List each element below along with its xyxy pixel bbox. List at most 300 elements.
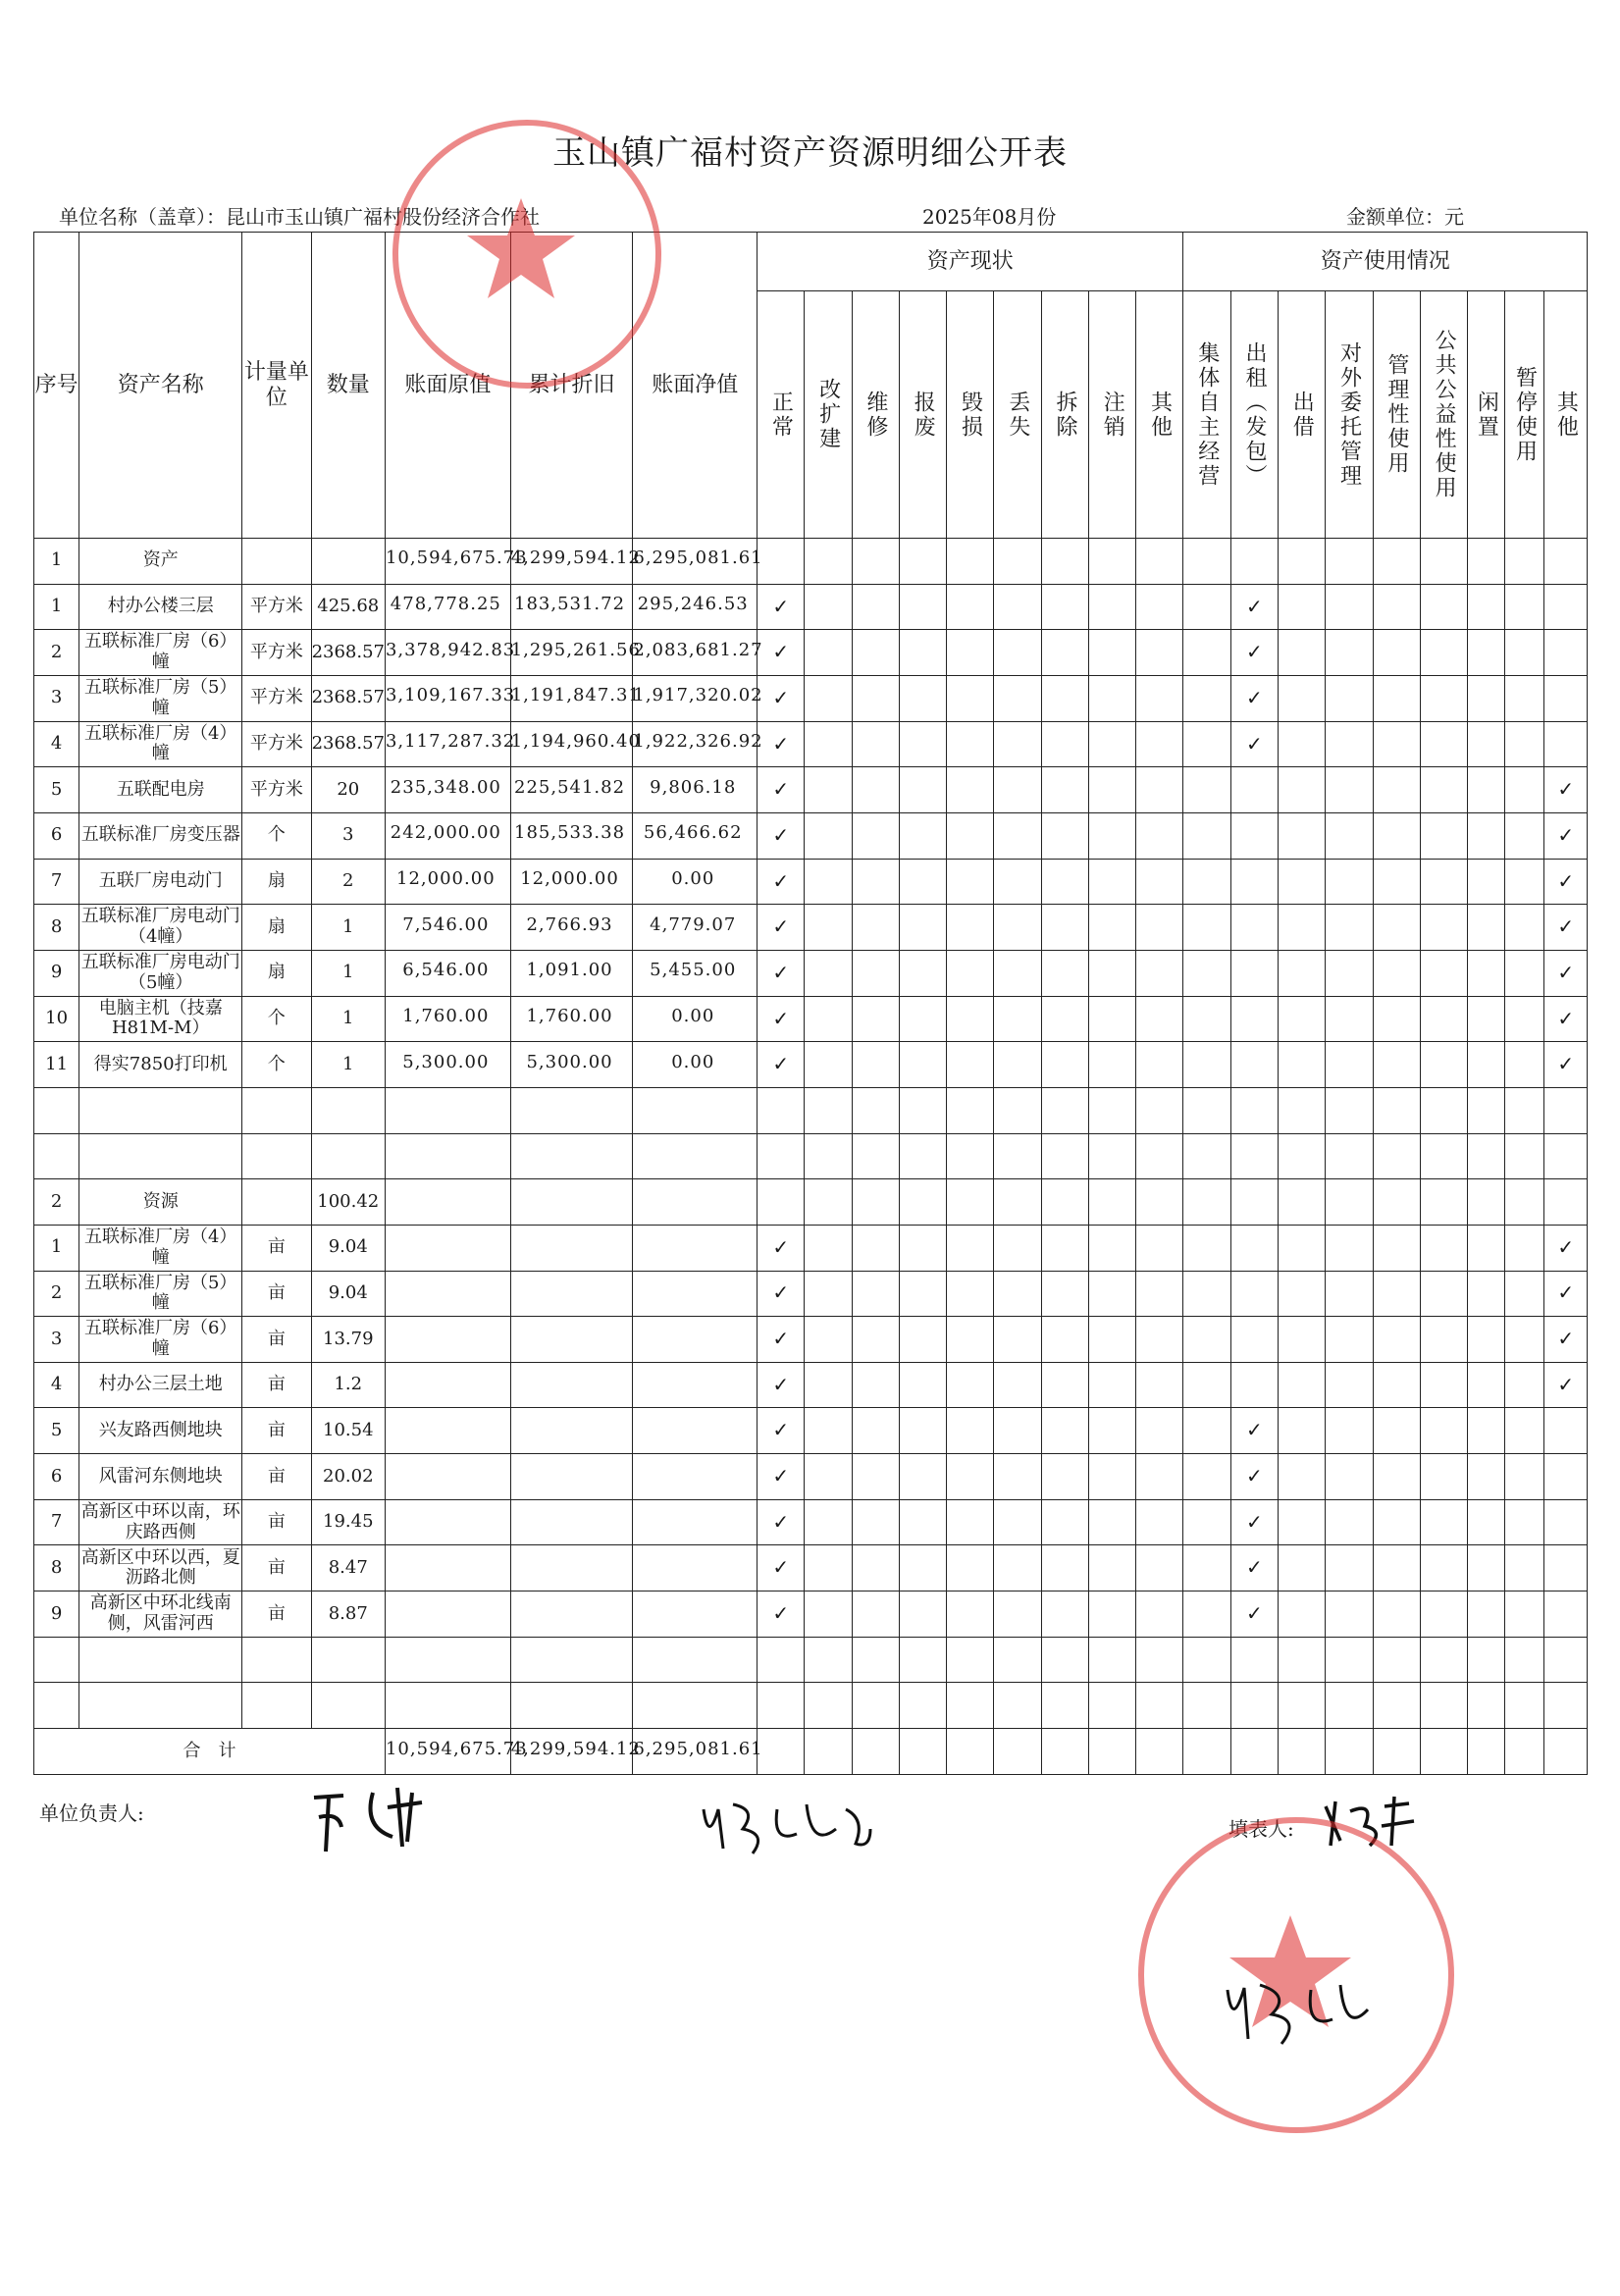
use-8-cell xyxy=(1544,1454,1588,1500)
cell-qty: 1 xyxy=(311,950,385,996)
status-0-cell xyxy=(758,675,805,721)
cell-name: 资源 xyxy=(79,1179,242,1226)
cell-qty: 20.02 xyxy=(311,1454,385,1500)
status-2-cell xyxy=(852,584,899,630)
use-5-cell xyxy=(1420,1683,1467,1729)
use-4-cell xyxy=(1373,630,1420,676)
table-row xyxy=(34,767,1588,813)
use-0-cell xyxy=(1183,767,1230,813)
status-5-cell xyxy=(994,675,1041,721)
use-1-cell xyxy=(1230,996,1278,1042)
use-2-cell xyxy=(1279,721,1326,767)
use-2-cell xyxy=(1279,1408,1326,1454)
check-mark-icon: ✓ xyxy=(1557,914,1575,939)
use-6-cell xyxy=(1468,905,1505,951)
header-net: 账面净值 xyxy=(633,233,758,539)
use-0-cell xyxy=(1183,1499,1230,1545)
cell-orig: 3,117,287.32 xyxy=(385,721,510,767)
status-1-cell xyxy=(805,1225,852,1271)
use-8-cell xyxy=(1544,812,1588,859)
use-6-cell xyxy=(1468,584,1505,630)
cell-orig xyxy=(385,1637,510,1683)
check-mark-icon: ✓ xyxy=(1245,1601,1263,1626)
cell-unit: 亩 xyxy=(242,1592,311,1638)
use-0-cell xyxy=(1183,905,1230,951)
status-3-cell xyxy=(899,1637,946,1683)
cell-orig xyxy=(385,1271,510,1317)
status-2-cell xyxy=(852,950,899,996)
use-4-cell xyxy=(1373,721,1420,767)
use-5-cell xyxy=(1420,996,1467,1042)
use-7-cell xyxy=(1505,1637,1544,1683)
page-title: 玉山镇广福村资产资源明细公开表 xyxy=(552,133,1068,173)
use-0-cell xyxy=(1183,996,1230,1042)
status-4-cell xyxy=(947,1179,994,1226)
use-2-cell xyxy=(1279,1362,1326,1408)
cell-unit: 平方米 xyxy=(242,721,311,767)
header-name: 资产名称 xyxy=(79,233,242,539)
use-0-cell xyxy=(1183,1545,1230,1592)
cell-depr xyxy=(510,1087,633,1133)
use-0-cell xyxy=(1183,1225,1230,1271)
cell-depr: 5,300.00 xyxy=(510,1042,633,1088)
status-3-cell xyxy=(899,1179,946,1226)
cell-orig xyxy=(385,1179,510,1226)
total-empty-cell xyxy=(1544,1729,1588,1775)
check-mark-icon: ✓ xyxy=(1557,777,1575,802)
status-2-cell xyxy=(852,1408,899,1454)
status-2-cell xyxy=(852,1454,899,1500)
cell-orig xyxy=(385,1408,510,1454)
status-7-cell xyxy=(1088,1179,1135,1226)
cell-unit: 扇 xyxy=(242,859,311,905)
table-row xyxy=(34,675,1588,721)
use-4-cell xyxy=(1373,812,1420,859)
status-4-cell xyxy=(947,950,994,996)
use-3-cell xyxy=(1326,1499,1373,1545)
use-3-cell xyxy=(1326,1042,1373,1088)
table-row xyxy=(34,812,1588,859)
use-0-cell xyxy=(1183,950,1230,996)
status-8-cell xyxy=(1136,1225,1183,1271)
use-3-cell xyxy=(1326,1545,1373,1592)
cell-net xyxy=(633,1133,758,1179)
use-8-cell xyxy=(1544,1133,1588,1179)
use-6-cell xyxy=(1468,950,1505,996)
cell-orig xyxy=(385,1317,510,1363)
status-8-cell xyxy=(1136,1317,1183,1363)
use-8-cell xyxy=(1544,1179,1588,1226)
cell-net: 295,246.53 xyxy=(633,584,758,630)
use-8-cell xyxy=(1544,950,1588,996)
cell-depr xyxy=(510,1637,633,1683)
status-1-cell xyxy=(805,1683,852,1729)
cell-unit: 亩 xyxy=(242,1362,311,1408)
status-3-cell xyxy=(899,584,946,630)
cell-unit: 个 xyxy=(242,812,311,859)
use-7-cell xyxy=(1505,1545,1544,1592)
cell-orig xyxy=(385,1545,510,1592)
cell-depr xyxy=(510,1683,633,1729)
table-row xyxy=(34,721,1588,767)
cell-seq: 2 xyxy=(34,1179,79,1226)
status-1-cell xyxy=(805,1271,852,1317)
cell-seq: 7 xyxy=(34,859,79,905)
status-4-cell xyxy=(947,1133,994,1179)
status-5-cell xyxy=(994,1133,1041,1179)
use-6-cell xyxy=(1468,1271,1505,1317)
check-mark-icon: ✓ xyxy=(772,1052,790,1076)
header-status-group: 资产现状 xyxy=(758,233,1183,291)
status-2-cell xyxy=(852,1545,899,1592)
use-2-cell xyxy=(1279,1317,1326,1363)
status-5-cell xyxy=(994,996,1041,1042)
use-8-cell xyxy=(1544,1592,1588,1638)
seal-signature xyxy=(1223,1970,1370,2059)
use-6-cell xyxy=(1468,996,1505,1042)
check-mark-icon: ✓ xyxy=(772,960,790,984)
cell-qty xyxy=(311,1133,385,1179)
use-7-cell xyxy=(1505,1133,1544,1179)
use-0-cell xyxy=(1183,1637,1230,1683)
cell-qty xyxy=(311,1637,385,1683)
cell-orig: 6,546.00 xyxy=(385,950,510,996)
status-6-cell xyxy=(1041,1133,1088,1179)
use-6-cell xyxy=(1468,859,1505,905)
status-3-cell xyxy=(899,1225,946,1271)
total-empty-cell xyxy=(994,1729,1041,1775)
use-7-cell xyxy=(1505,1179,1544,1226)
use-0-cell xyxy=(1183,1454,1230,1500)
status-6-cell xyxy=(1041,1179,1088,1226)
use-5-cell xyxy=(1420,767,1467,813)
table-row xyxy=(34,1454,1588,1500)
cell-orig: 478,778.25 xyxy=(385,584,510,630)
leader-signature xyxy=(304,1778,461,1866)
header-use-2: 出借 xyxy=(1279,291,1326,539)
use-7-cell xyxy=(1505,630,1544,676)
status-5-cell xyxy=(994,1592,1041,1638)
cell-unit: 亩 xyxy=(242,1317,311,1363)
header-use-8: 其他 xyxy=(1544,291,1588,539)
use-3-cell xyxy=(1326,1408,1373,1454)
total-empty-cell xyxy=(1373,1729,1420,1775)
status-8-cell xyxy=(1136,1637,1183,1683)
use-4-cell xyxy=(1373,767,1420,813)
use-5-cell xyxy=(1420,630,1467,676)
cell-name: 风雷河东侧地块 xyxy=(79,1454,242,1500)
cell-net: 9,806.18 xyxy=(633,767,758,813)
check-mark-icon: ✓ xyxy=(1557,1372,1575,1396)
status-0-cell xyxy=(758,630,805,676)
cell-name xyxy=(79,1637,242,1683)
use-0-cell xyxy=(1183,675,1230,721)
cell-qty: 100.42 xyxy=(311,1179,385,1226)
status-1-cell xyxy=(805,1179,852,1226)
status-0-cell xyxy=(758,950,805,996)
use-4-cell xyxy=(1373,539,1420,585)
cell-orig xyxy=(385,1683,510,1729)
header-use-0: 集体自主经营 xyxy=(1183,291,1230,539)
use-7-cell xyxy=(1505,1042,1544,1088)
use-1-cell xyxy=(1230,1683,1278,1729)
check-mark-icon: ✓ xyxy=(1557,868,1575,893)
status-3-cell xyxy=(899,1317,946,1363)
use-7-cell xyxy=(1505,1362,1544,1408)
check-mark-icon: ✓ xyxy=(1557,1006,1575,1030)
use-4-cell xyxy=(1373,1225,1420,1271)
use-7-cell xyxy=(1505,767,1544,813)
use-7-cell xyxy=(1505,859,1544,905)
use-3-cell xyxy=(1326,905,1373,951)
use-8-cell xyxy=(1544,721,1588,767)
use-7-cell xyxy=(1505,996,1544,1042)
cell-orig: 242,000.00 xyxy=(385,812,510,859)
use-4-cell xyxy=(1373,1317,1420,1363)
status-3-cell xyxy=(899,812,946,859)
status-6-cell xyxy=(1041,1408,1088,1454)
cell-unit: 平方米 xyxy=(242,767,311,813)
cell-unit: 扇 xyxy=(242,905,311,951)
use-6-cell xyxy=(1468,1454,1505,1500)
status-1-cell xyxy=(805,1087,852,1133)
status-0-cell xyxy=(758,1042,805,1088)
status-0-cell xyxy=(758,1499,805,1545)
status-2-cell xyxy=(852,539,899,585)
status-3-cell xyxy=(899,721,946,767)
use-3-cell xyxy=(1326,1637,1373,1683)
header-use-5: 公共公益性使用 xyxy=(1420,291,1467,539)
table-row xyxy=(34,1499,1588,1545)
check-mark-icon: ✓ xyxy=(772,685,790,709)
table-row xyxy=(34,1545,1588,1592)
cell-depr: 12,000.00 xyxy=(510,859,633,905)
check-mark-icon: ✓ xyxy=(1557,822,1575,847)
check-mark-icon: ✓ xyxy=(772,1006,790,1030)
table-row xyxy=(34,1317,1588,1363)
use-8-cell xyxy=(1544,1499,1588,1545)
use-3-cell xyxy=(1326,630,1373,676)
table-row xyxy=(34,1225,1588,1271)
use-8-cell xyxy=(1544,1637,1588,1683)
use-7-cell xyxy=(1505,721,1544,767)
use-7-cell xyxy=(1505,1271,1544,1317)
check-mark-icon: ✓ xyxy=(772,1509,790,1534)
cell-seq: 5 xyxy=(34,1408,79,1454)
header-status-2: 维修 xyxy=(852,291,899,539)
status-7-cell xyxy=(1088,996,1135,1042)
status-0-cell xyxy=(758,1545,805,1592)
status-8-cell xyxy=(1136,1133,1183,1179)
cell-unit: 平方米 xyxy=(242,630,311,676)
check-mark-icon: ✓ xyxy=(1245,731,1263,756)
status-0-cell xyxy=(758,1225,805,1271)
cell-qty: 8.87 xyxy=(311,1592,385,1638)
cell-net: 56,466.62 xyxy=(633,812,758,859)
use-0-cell xyxy=(1183,630,1230,676)
cell-unit: 亩 xyxy=(242,1454,311,1500)
use-5-cell xyxy=(1420,1637,1467,1683)
total-empty-cell xyxy=(947,1729,994,1775)
status-8-cell xyxy=(1136,1545,1183,1592)
cell-orig xyxy=(385,1454,510,1500)
status-1-cell xyxy=(805,1499,852,1545)
status-6-cell xyxy=(1041,1499,1088,1545)
header-use-3: 对外委托管理 xyxy=(1326,291,1373,539)
status-5-cell xyxy=(994,630,1041,676)
status-1-cell xyxy=(805,859,852,905)
status-0-cell xyxy=(758,1454,805,1500)
use-4-cell xyxy=(1373,1042,1420,1088)
cooperative-seal xyxy=(392,120,661,389)
cell-depr xyxy=(510,1133,633,1179)
status-1-cell xyxy=(805,1133,852,1179)
use-0-cell xyxy=(1183,1408,1230,1454)
status-6-cell xyxy=(1041,675,1088,721)
status-2-cell xyxy=(852,1133,899,1179)
use-0-cell xyxy=(1183,584,1230,630)
cell-net xyxy=(633,1408,758,1454)
use-3-cell xyxy=(1326,1271,1373,1317)
status-8-cell xyxy=(1136,812,1183,859)
status-2-cell xyxy=(852,996,899,1042)
use-6-cell xyxy=(1468,1317,1505,1363)
cell-depr: 2,766.93 xyxy=(510,905,633,951)
filler-label: 填表人: xyxy=(1228,1817,1294,1841)
status-6-cell xyxy=(1041,950,1088,996)
use-3-cell xyxy=(1326,1592,1373,1638)
use-5-cell xyxy=(1420,1592,1467,1638)
use-4-cell xyxy=(1373,1545,1420,1592)
header-seq: 序号 xyxy=(34,233,79,539)
total-empty-cell xyxy=(1420,1729,1467,1775)
use-4-cell xyxy=(1373,1499,1420,1545)
status-1-cell xyxy=(805,1545,852,1592)
status-7-cell xyxy=(1088,1592,1135,1638)
cell-seq: 8 xyxy=(34,1545,79,1592)
status-7-cell xyxy=(1088,721,1135,767)
cell-orig xyxy=(385,1225,510,1271)
use-5-cell xyxy=(1420,1225,1467,1271)
use-6-cell xyxy=(1468,539,1505,585)
status-1-cell xyxy=(805,812,852,859)
use-7-cell xyxy=(1505,1683,1544,1729)
cell-net: 1,922,326.92 xyxy=(633,721,758,767)
cell-unit: 平方米 xyxy=(242,675,311,721)
status-7-cell xyxy=(1088,1042,1135,1088)
status-2-cell xyxy=(852,1179,899,1226)
status-8-cell xyxy=(1136,1683,1183,1729)
cell-seq: 2 xyxy=(34,1271,79,1317)
cell-net: 5,455.00 xyxy=(633,950,758,996)
status-5-cell xyxy=(994,859,1041,905)
status-2-cell xyxy=(852,767,899,813)
use-2-cell xyxy=(1279,1179,1326,1226)
use-4-cell xyxy=(1373,905,1420,951)
cell-name: 村办公三层土地 xyxy=(79,1362,242,1408)
use-2-cell xyxy=(1279,1545,1326,1592)
status-7-cell xyxy=(1088,1454,1135,1500)
use-1-cell xyxy=(1230,1271,1278,1317)
use-1-cell xyxy=(1230,584,1278,630)
status-3-cell xyxy=(899,950,946,996)
status-5-cell xyxy=(994,1271,1041,1317)
status-7-cell xyxy=(1088,1545,1135,1592)
check-mark-icon: ✓ xyxy=(1557,960,1575,984)
status-7-cell xyxy=(1088,1683,1135,1729)
status-2-cell xyxy=(852,1637,899,1683)
use-1-cell xyxy=(1230,1545,1278,1592)
status-3-cell xyxy=(899,1683,946,1729)
status-7-cell xyxy=(1088,1133,1135,1179)
cell-depr xyxy=(510,1179,633,1226)
status-8-cell xyxy=(1136,539,1183,585)
cell-unit xyxy=(242,1133,311,1179)
use-2-cell xyxy=(1279,905,1326,951)
cell-net xyxy=(633,1179,758,1226)
status-7-cell xyxy=(1088,675,1135,721)
check-mark-icon: ✓ xyxy=(1245,685,1263,709)
cell-net: 2,083,681.27 xyxy=(633,630,758,676)
status-3-cell xyxy=(899,859,946,905)
check-mark-icon: ✓ xyxy=(772,1280,790,1305)
header-status-8: 其他 xyxy=(1136,291,1183,539)
status-7-cell xyxy=(1088,950,1135,996)
use-1-cell xyxy=(1230,675,1278,721)
status-0-cell xyxy=(758,584,805,630)
cell-net: 6,295,081.61 xyxy=(633,539,758,585)
check-mark-icon: ✓ xyxy=(772,822,790,847)
status-2-cell xyxy=(852,1271,899,1317)
check-mark-icon: ✓ xyxy=(772,914,790,939)
cell-unit: 亩 xyxy=(242,1408,311,1454)
use-6-cell xyxy=(1468,1637,1505,1683)
table-row xyxy=(34,1592,1588,1638)
status-1-cell xyxy=(805,905,852,951)
use-0-cell xyxy=(1183,1042,1230,1088)
section-row xyxy=(34,1179,1588,1226)
status-1-cell xyxy=(805,1408,852,1454)
status-6-cell xyxy=(1041,767,1088,813)
status-1-cell xyxy=(805,1454,852,1500)
status-2-cell xyxy=(852,1317,899,1363)
status-8-cell xyxy=(1136,767,1183,813)
status-6-cell xyxy=(1041,1087,1088,1133)
status-5-cell xyxy=(994,812,1041,859)
status-6-cell xyxy=(1041,1454,1088,1500)
status-5-cell xyxy=(994,1225,1041,1271)
use-2-cell xyxy=(1279,1133,1326,1179)
status-3-cell xyxy=(899,630,946,676)
use-6-cell xyxy=(1468,767,1505,813)
status-6-cell xyxy=(1041,1271,1088,1317)
use-0-cell xyxy=(1183,812,1230,859)
status-4-cell xyxy=(947,812,994,859)
check-mark-icon: ✓ xyxy=(772,1234,790,1259)
status-2-cell xyxy=(852,1683,899,1729)
status-1-cell xyxy=(805,1637,852,1683)
status-6-cell xyxy=(1041,1637,1088,1683)
cell-qty xyxy=(311,539,385,585)
cell-seq: 5 xyxy=(34,767,79,813)
use-4-cell xyxy=(1373,1362,1420,1408)
use-3-cell xyxy=(1326,1087,1373,1133)
header-use-1: 出租（发包） xyxy=(1230,291,1278,539)
status-8-cell xyxy=(1136,1408,1183,1454)
status-1-cell xyxy=(805,767,852,813)
use-6-cell xyxy=(1468,1408,1505,1454)
status-7-cell xyxy=(1088,630,1135,676)
